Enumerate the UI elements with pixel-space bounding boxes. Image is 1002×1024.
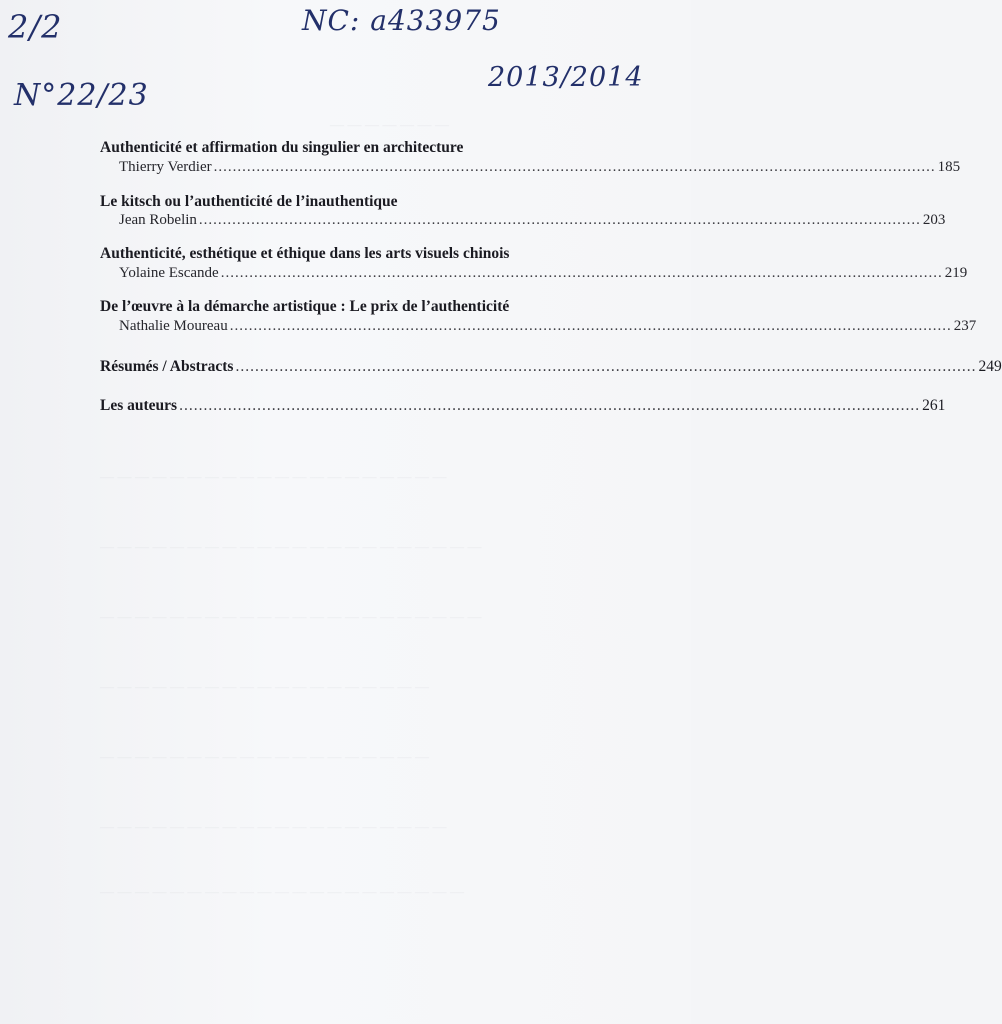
handwritten-annotation-top-left: 2/2 bbox=[8, 8, 63, 46]
toc-entry-title: Le kitsch ou l’authenticité de l’inauthentique bbox=[100, 193, 398, 210]
toc-page-number: 219 bbox=[944, 265, 968, 281]
toc-page-number: 185 bbox=[937, 159, 961, 175]
toc-section-line bbox=[100, 358, 1002, 376]
toc-page-number: 237 bbox=[953, 318, 977, 334]
toc-entry-title: De l’œuvre à la démarche artistique : Le prix de l’authenticité bbox=[100, 298, 510, 315]
leader-dots: ........................................................................................................................................................ bbox=[179, 397, 921, 414]
bleed-through-text: — — — — — — — — — — — — — — — — — — — bbox=[100, 750, 429, 765]
bleed-through-text: — — — — — — — — — — — — — — — — — — — — bbox=[100, 820, 447, 835]
toc-entry-author: Nathalie Moureau bbox=[119, 318, 228, 334]
bleed-through-text: — — — — — — — — — — — — — — — — — — — bbox=[100, 680, 429, 695]
handwritten-annotation-year: 2013/2014 bbox=[488, 62, 644, 93]
toc-entry-title: Authenticité et affirmation du singulier en architecture bbox=[100, 139, 464, 156]
handwritten-annotation-issue-number: N°22/23 bbox=[14, 78, 149, 113]
toc-section-label: Les auteurs bbox=[100, 397, 178, 414]
toc-page-number: 203 bbox=[922, 212, 946, 228]
bleed-through-text: — — — — — — — bbox=[330, 118, 449, 133]
toc-entry-author-line bbox=[119, 159, 961, 176]
bleed-through-text: — — — — — — — — — — — — — — — — — — — — — — bbox=[100, 610, 482, 625]
toc-entry-author: Jean Robelin bbox=[119, 212, 197, 228]
toc-entry-author-line bbox=[119, 318, 977, 335]
leader-dots: ........................................................................................................................................................ bbox=[198, 212, 921, 228]
toc-entry-title: Authenticité, esthétique et éthique dans les arts visuels chinois bbox=[100, 245, 510, 262]
toc-section-label: Résumés / Abstracts bbox=[100, 358, 234, 375]
toc-entry-author-line bbox=[119, 265, 968, 282]
toc-entry-author: Yolaine Escande bbox=[119, 265, 219, 281]
toc-entry-author: Thierry Verdier bbox=[119, 159, 212, 175]
handwritten-annotation-call-number: NC: a433975 bbox=[302, 4, 501, 37]
bleed-through-text: — — — — — — — — — — — — — — — — — — — — bbox=[100, 470, 447, 485]
bleed-through-text: — — — — — — — — — — — — — — — — — — — — — — bbox=[100, 540, 482, 555]
leader-dots: ........................................................................................................................................................ bbox=[220, 265, 943, 281]
bleed-through-text: — — — — — — — — — — — — — — — — — — — — — bbox=[100, 885, 464, 900]
toc-entry-author-line bbox=[119, 212, 946, 229]
toc-page-number: 261 bbox=[922, 397, 946, 414]
leader-dots: ........................................................................................................................................................ bbox=[229, 318, 952, 334]
leader-dots: ........................................................................................................................................................ bbox=[235, 358, 977, 375]
leader-dots: ........................................................................................................................................................ bbox=[213, 159, 936, 175]
toc-page-number: 249 bbox=[978, 358, 1002, 375]
toc-section-line bbox=[100, 397, 946, 415]
